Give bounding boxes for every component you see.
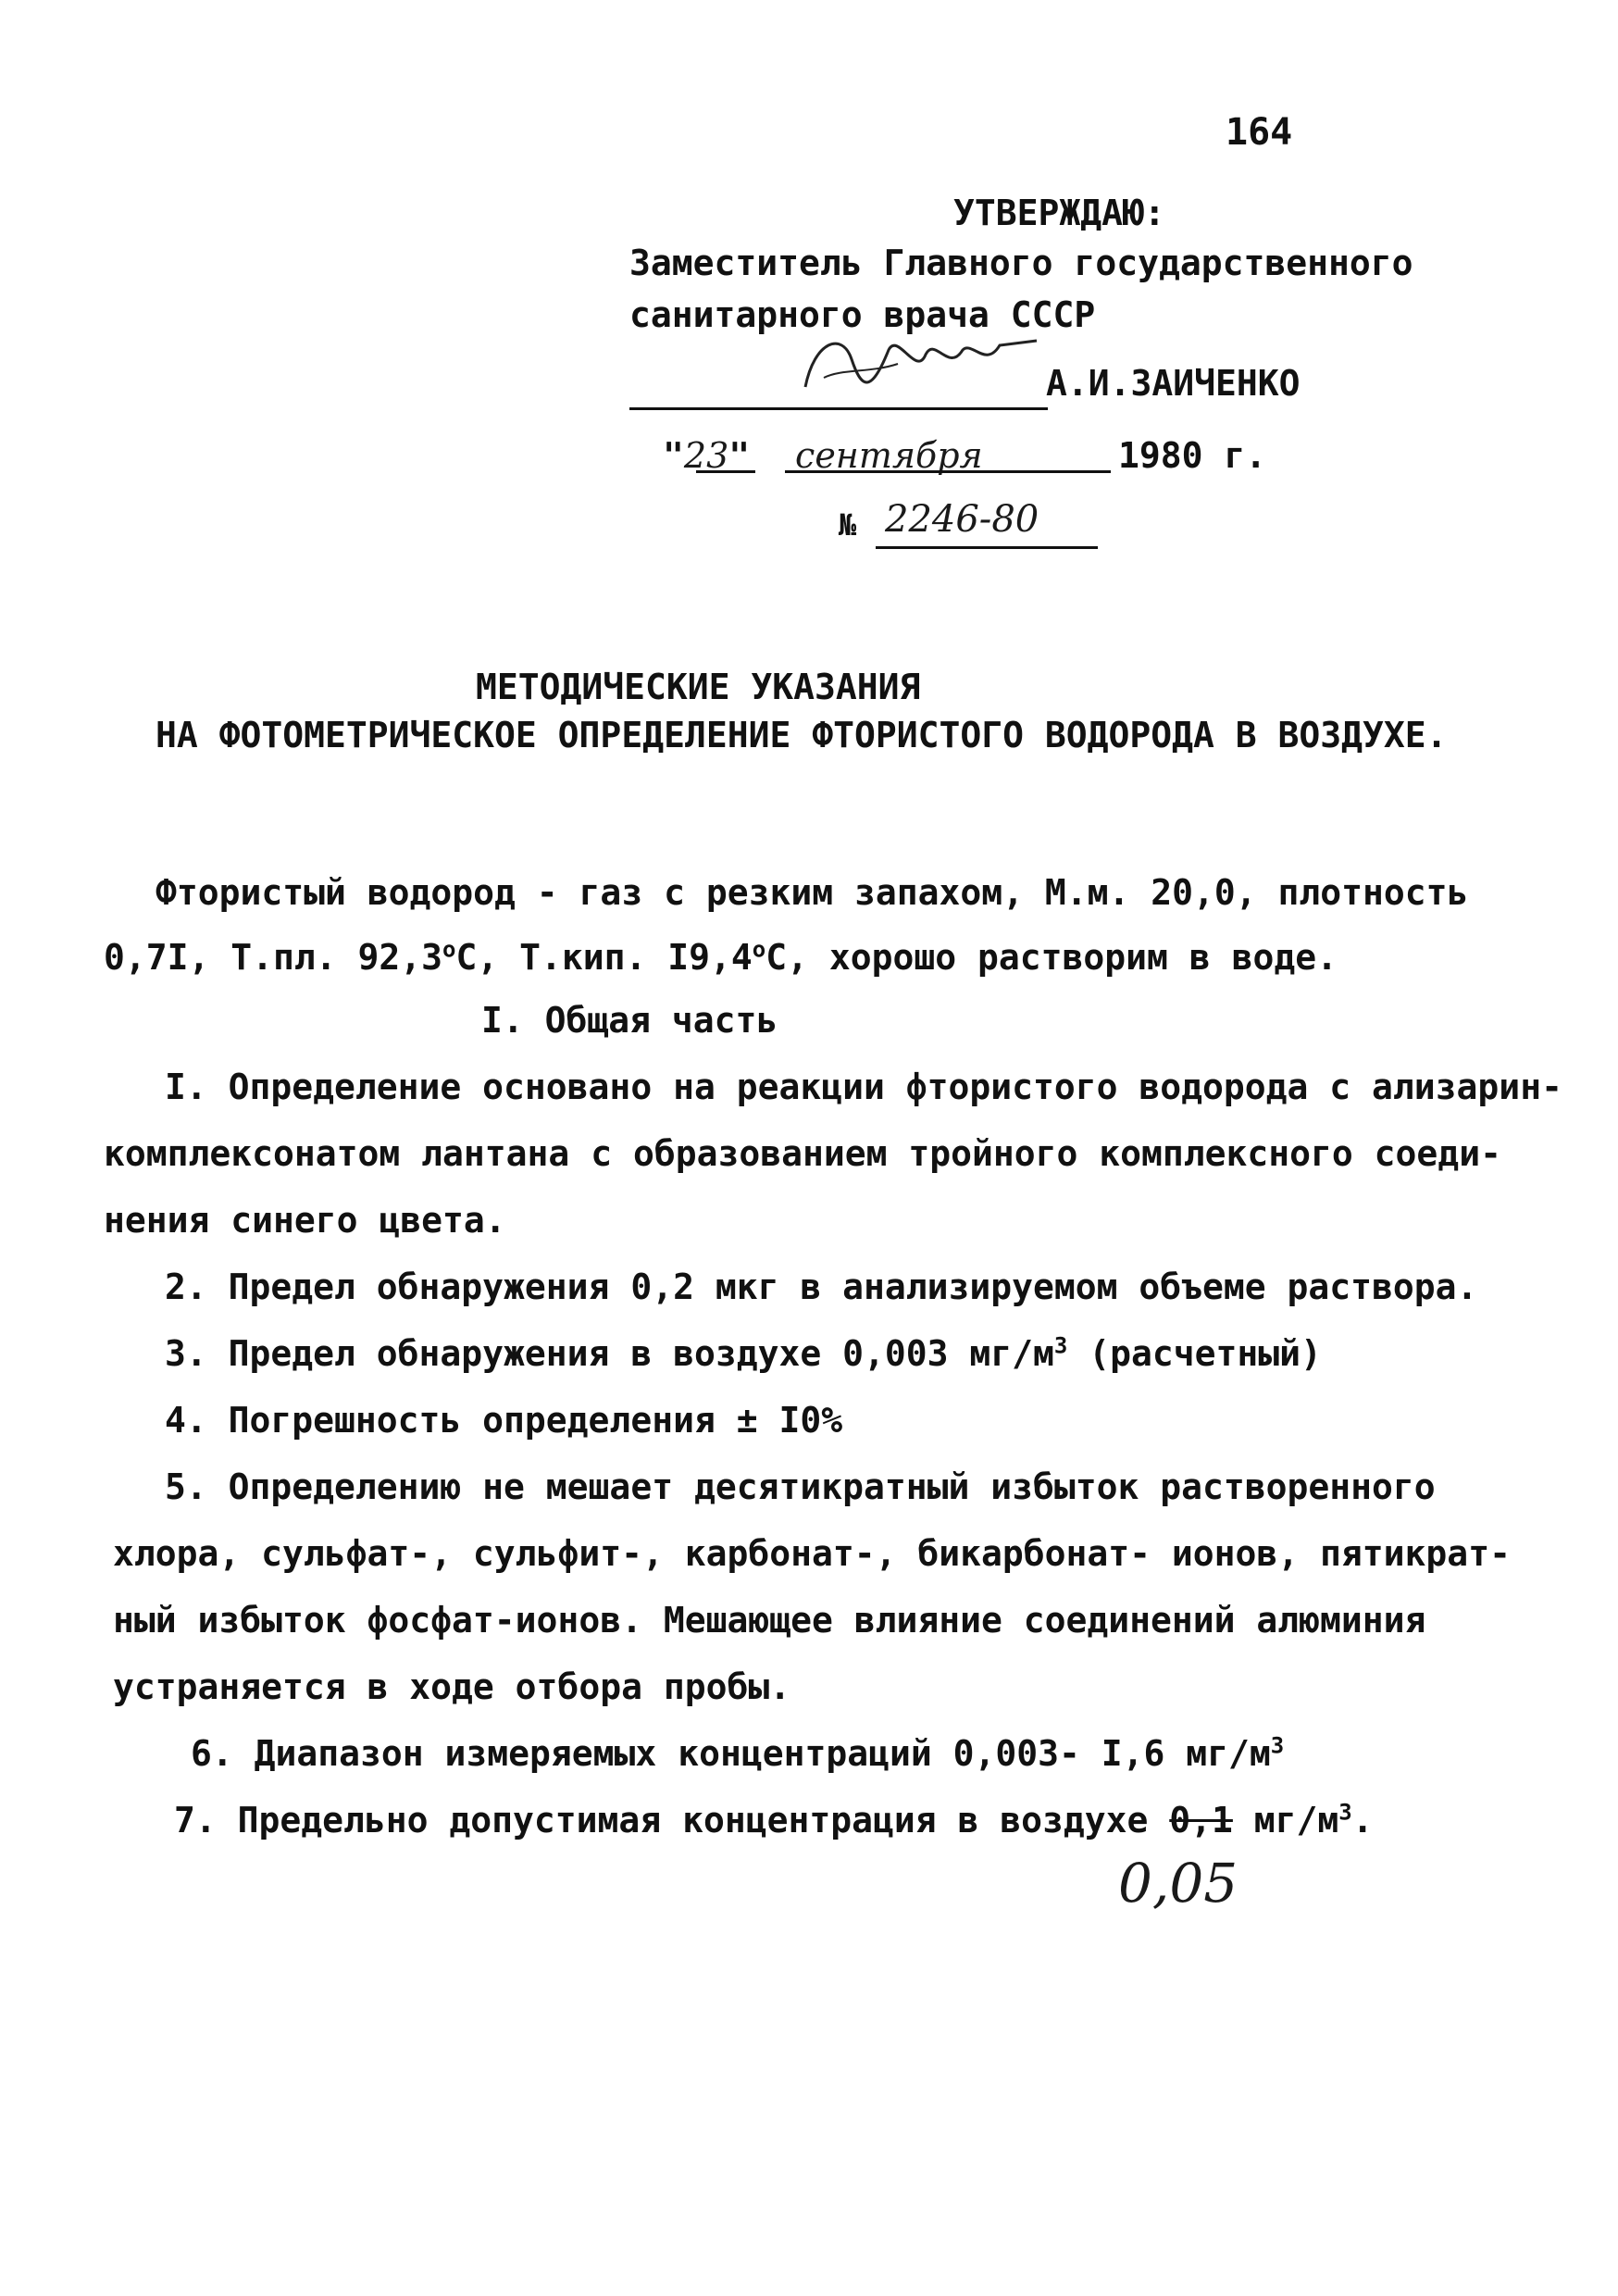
signer-name: А.И.ЗАИЧЕНКО bbox=[1046, 363, 1301, 404]
boiling-point: С, Т.кип. I9,4 bbox=[455, 937, 753, 978]
date-year: 1980 г. bbox=[1118, 435, 1267, 476]
item-4: 4. Погрешность определения ± I0% bbox=[165, 1400, 843, 1441]
cubic-superscript: 3 bbox=[1053, 1332, 1068, 1359]
solubility: С, хорошо растворим в воде. bbox=[765, 937, 1338, 978]
item-5-line-1: 5. Определению не мешает десятикратный избыток растворенного bbox=[165, 1466, 1436, 1507]
date-month: сентября bbox=[795, 435, 983, 476]
item-6-text: 6. Диапазон измеряемых концентраций 0,003- I,6 мг/м bbox=[191, 1733, 1271, 1774]
degree-sign: о bbox=[442, 936, 456, 963]
item-3-note: (расчетный) bbox=[1067, 1333, 1322, 1374]
title-line-2: НА ФОТОМЕТРИЧЕСКОЕ ОПРЕДЕЛЕНИЕ ФТОРИСТОГО ВОДОРОДА В ВОЗДУХЕ. bbox=[156, 715, 1448, 755]
date-month-underline bbox=[785, 470, 1111, 473]
handwritten-correction: 0,05 bbox=[1118, 1852, 1238, 1915]
item-1-line-1: I. Определение основано на реакции фтористого водорода с ализарин- bbox=[165, 1067, 1562, 1107]
item-1-line-3: нения синего цвета. bbox=[104, 1200, 506, 1241]
handwritten-signature bbox=[787, 322, 1046, 406]
item-2: 2. Предел обнаружения 0,2 мкг в анализируемом объеме раствора. bbox=[165, 1267, 1478, 1307]
item-7-period: . bbox=[1351, 1800, 1374, 1841]
melting-point: 0,7I, Т.пл. 92,3 bbox=[104, 937, 443, 978]
signature-line bbox=[629, 407, 1048, 410]
item-5-line-2: хлора, сульфат-, сульфит-, карбонат-, бикарбонат- ионов, пятикрат- bbox=[113, 1533, 1511, 1574]
number-sign: № bbox=[839, 507, 857, 543]
degree-sign: о bbox=[752, 936, 766, 963]
item-7 bbox=[174, 1800, 1374, 1841]
page-number: 164 bbox=[1226, 111, 1293, 154]
approval-heading: УТВЕРЖДАЮ: bbox=[953, 193, 1165, 233]
date-day: 23 bbox=[683, 435, 729, 476]
quote-open: " bbox=[663, 435, 684, 476]
quote-close: " bbox=[728, 435, 751, 476]
title-line-1: МЕТОДИЧЕСКИЕ УКАЗАНИЯ bbox=[476, 667, 921, 707]
cubic-superscript: 3 bbox=[1338, 1799, 1352, 1826]
section-title: I. Общая часть bbox=[481, 1000, 778, 1041]
item-3 bbox=[165, 1333, 1322, 1374]
item-5-line-3: ный избыток фосфат-ионов. Мешающее влияние соединений алюминия bbox=[113, 1600, 1426, 1641]
document-number-underline bbox=[876, 546, 1098, 549]
item-6 bbox=[191, 1733, 1284, 1774]
item-7-unit: мг/м bbox=[1232, 1800, 1339, 1841]
item-7-text: 7. Предельно допустимая концентрация в воздухе bbox=[174, 1800, 1170, 1841]
struck-old-value: 0,1 bbox=[1169, 1800, 1233, 1841]
signer-position-line-1: Заместитель Главного государственного bbox=[629, 243, 1413, 283]
document-number: 2246-80 bbox=[885, 498, 1039, 541]
item-1-line-2: комплексонатом лантана с образованием тройного комплексного соеди- bbox=[104, 1133, 1501, 1174]
signer-position-line-2: санитарного врача СССР bbox=[629, 294, 1096, 335]
intro-line-2 bbox=[104, 937, 1338, 978]
item-3-text: 3. Предел обнаружения в воздухе 0,003 мг/м bbox=[165, 1333, 1054, 1374]
cubic-superscript: 3 bbox=[1270, 1732, 1285, 1759]
date-day-underline bbox=[696, 470, 755, 473]
intro-line-1: Фтористый водород - газ с резким запахом, М.м. 20,0, плотность bbox=[156, 872, 1469, 913]
item-5-line-4: устраняется в ходе отбора пробы. bbox=[113, 1666, 791, 1707]
